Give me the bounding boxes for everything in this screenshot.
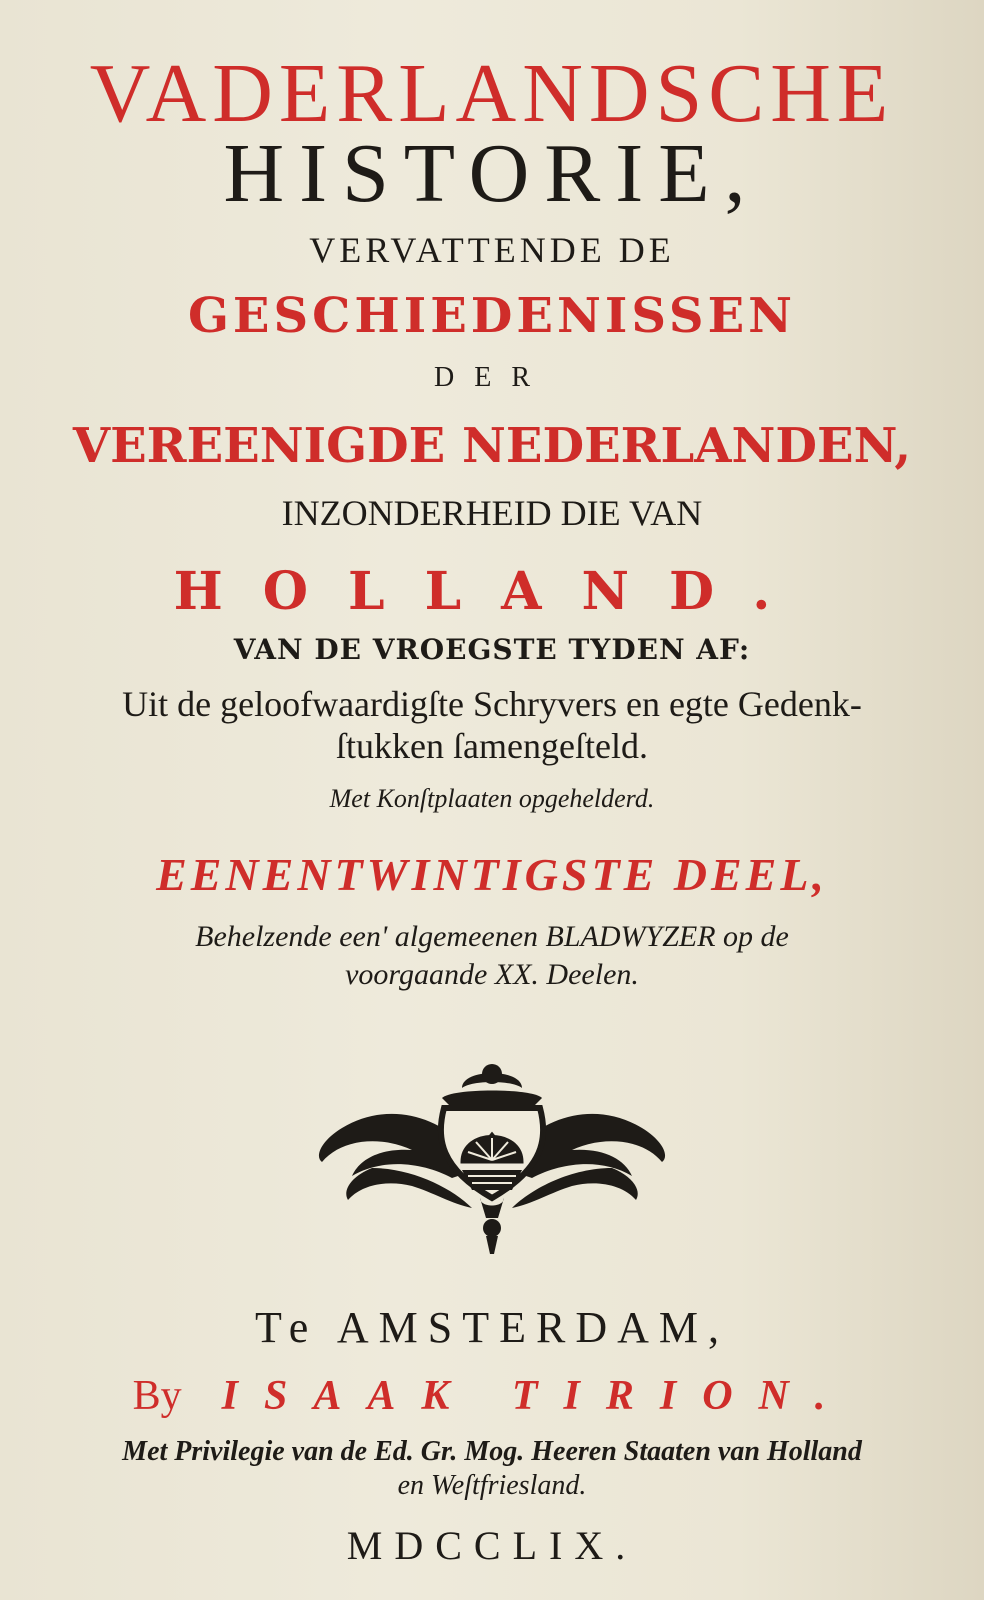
subtitle-inzonderheid: INZONDERHEID DIE VAN xyxy=(281,493,703,533)
contents-line-2: voorgaande XX. Deelen. xyxy=(345,958,639,991)
description-line-1: Uit de geloofwaardigſte Schryvers en egte Gedenk- xyxy=(122,684,862,724)
subtitle-der: DER xyxy=(434,362,550,393)
title-line-vaderlandsche: VADERLANDSCHE xyxy=(89,47,895,140)
subtitle-vroegste-tyden: VAN DE VROEGSTE TYDEN AF: xyxy=(233,633,751,666)
imprint-place: Te AMSTERDAM, xyxy=(254,1303,730,1352)
subtitle-geschiedenissen: GESCHIEDENISSEN xyxy=(187,288,797,344)
description-line-2: ſtukken ſamengeſteld. xyxy=(336,726,648,766)
contents-line-1: Behelzende een' algemeenen BLADWYZER op de xyxy=(195,920,789,953)
imprint-year: MDCCLIX. xyxy=(346,1523,638,1568)
subtitle-vereenigde-nederlanden: VEREENIGDE NEDERLANDEN, xyxy=(72,418,912,474)
shell-acanthus-ornament-icon xyxy=(312,1058,672,1258)
privilege-line-1: Met Privilegie van de Ed. Gr. Mog. Heeren Staaten van Holland xyxy=(122,1436,862,1467)
title-line-historie: HISTORIE, xyxy=(223,127,761,220)
subtitle-vervattende-de: VERVATTENDE DE xyxy=(309,230,675,270)
subtitle-holland: HOLLAND. xyxy=(173,561,811,622)
imprint-by: By xyxy=(132,1373,182,1419)
volume-title: EENENTWINTIGSTE DEEL, xyxy=(156,849,828,900)
konstplaaten-line: Met Konſtplaaten opgehelderd. xyxy=(329,784,655,813)
imprint-printer-name: ISAAK TIRION. xyxy=(221,1373,852,1419)
privilege-line-2: en Weſtfriesland. xyxy=(397,1470,587,1501)
imprint-printer xyxy=(0,1374,984,1417)
